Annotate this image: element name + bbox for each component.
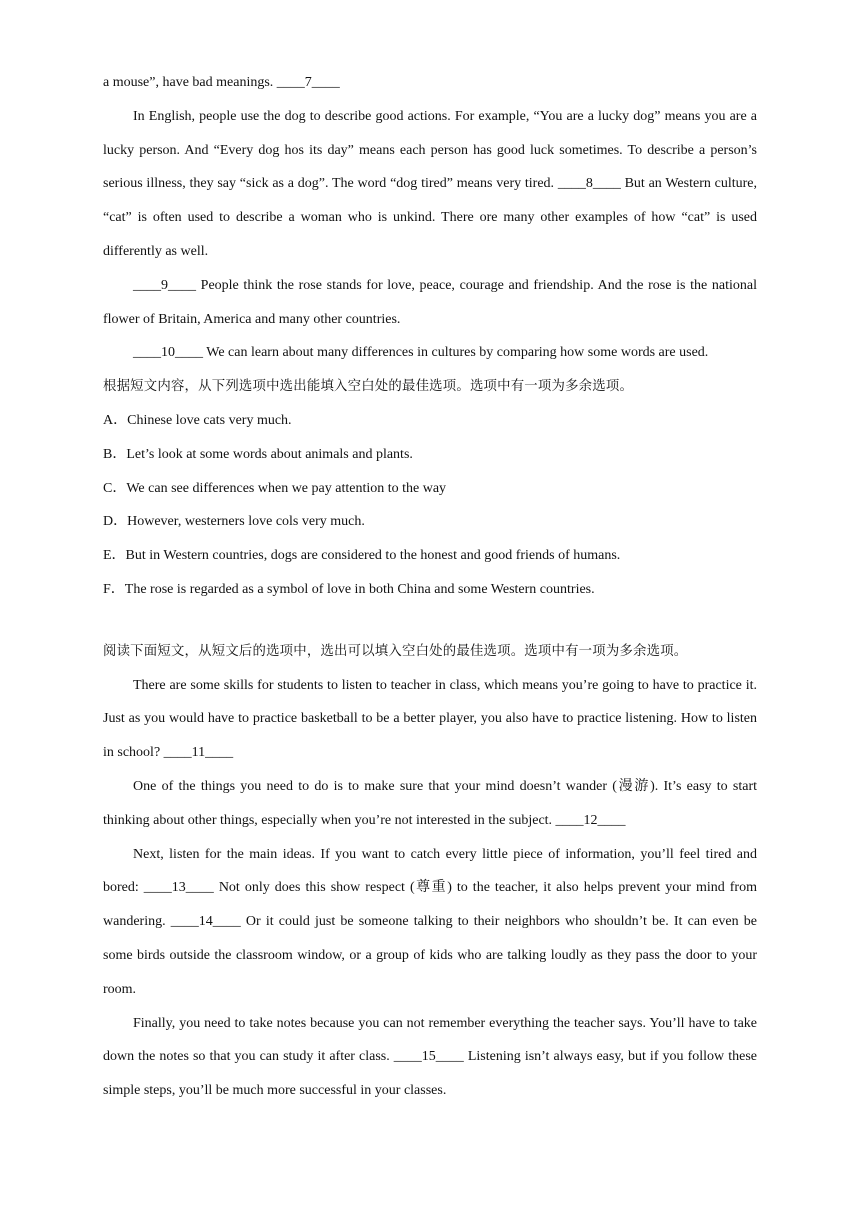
option-c: C．We can see differences when we pay attention to the way — [103, 480, 447, 496]
paragraph-skills: There are some skills for students to listen to teacher in class, which means you’re going to have to practice it. Just as you would have to practice basketball to be a better player, you also have to practice listening. How to listen in school? ____11____ — [103, 677, 757, 761]
instruction-section2: 阅读下面短文，从短文后的选项中，选出可以填入空白处的最佳选项。选项中有一项为多余选项。 — [103, 643, 688, 659]
paragraph-notes: Finally, you need to take notes because you can not remember everything the teacher says. You’ll have to take down the notes so that you can study it after class. ____15____ Listening isn’t always easy, but if you follow these simple steps, you’ll be much more successful in your classes. — [103, 1015, 757, 1099]
paragraph-continuation: a mouse”, have bad meanings. ____7____ — [103, 75, 340, 90]
option-f: F．The rose is regarded as a symbol of love in both China and some Western countries. — [103, 581, 595, 597]
option-e: E．But in Western countries, dogs are considered to the honest and good friends of humans. — [103, 548, 621, 564]
option-d: D．However, westerners love cols very much. — [103, 514, 365, 530]
instruction-section1: 根据短文内容，从下列选项中选出能填入空白处的最佳选项。选项中有一项为多余选项。 — [103, 379, 634, 395]
option-b: B．Let’s look at some words about animals and plants. — [103, 446, 413, 462]
document-page — [103, 66, 757, 1108]
section-spacer — [103, 607, 757, 635]
paragraph-dog: In English, people use the dog to describe good actions. For example, “You are a lucky dog” means you are a lucky person. And “Every dog hos its day” means each person has good luck sometimes. To describe a person’s serious illness, they say “sick as a dog”. The word “dog tired” means very tired. ____8____ But an Western culture, “cat” is often used to describe a woman who is unkind. There ore many other examples of how “cat” is used differently as well. — [103, 108, 757, 259]
paragraph-main-ideas: Next, listen for the main ideas. If you want to catch every little piece of information, you’ll feel tired and bored: ____13____ Not only does this show respect (尊重) to the teacher, it also helps prevent your mind from wandering. ____14____ Or it could just be someone talking to their neighbors who shouldn’t be. It can even be some birds outside the classroom window, or a group of kids who are talking loudly as they pass the door to your room. — [103, 846, 757, 997]
paragraph-rose: ____9____ People think the rose stands for love, peace, courage and friendship. And the rose is the national flower of Britain, America and many other countries. — [103, 277, 757, 327]
option-a: A．Chinese love cats very much. — [103, 412, 292, 428]
paragraph-conclusion: ____10____ We can learn about many differences in cultures by comparing how some words are used. — [133, 345, 709, 361]
paragraph-wander: One of the things you need to do is to make sure that your mind doesn’t wander (漫游). It’s easy to start thinking about other things, especially when you’re not interested in the subject. ____12____ — [103, 778, 757, 828]
